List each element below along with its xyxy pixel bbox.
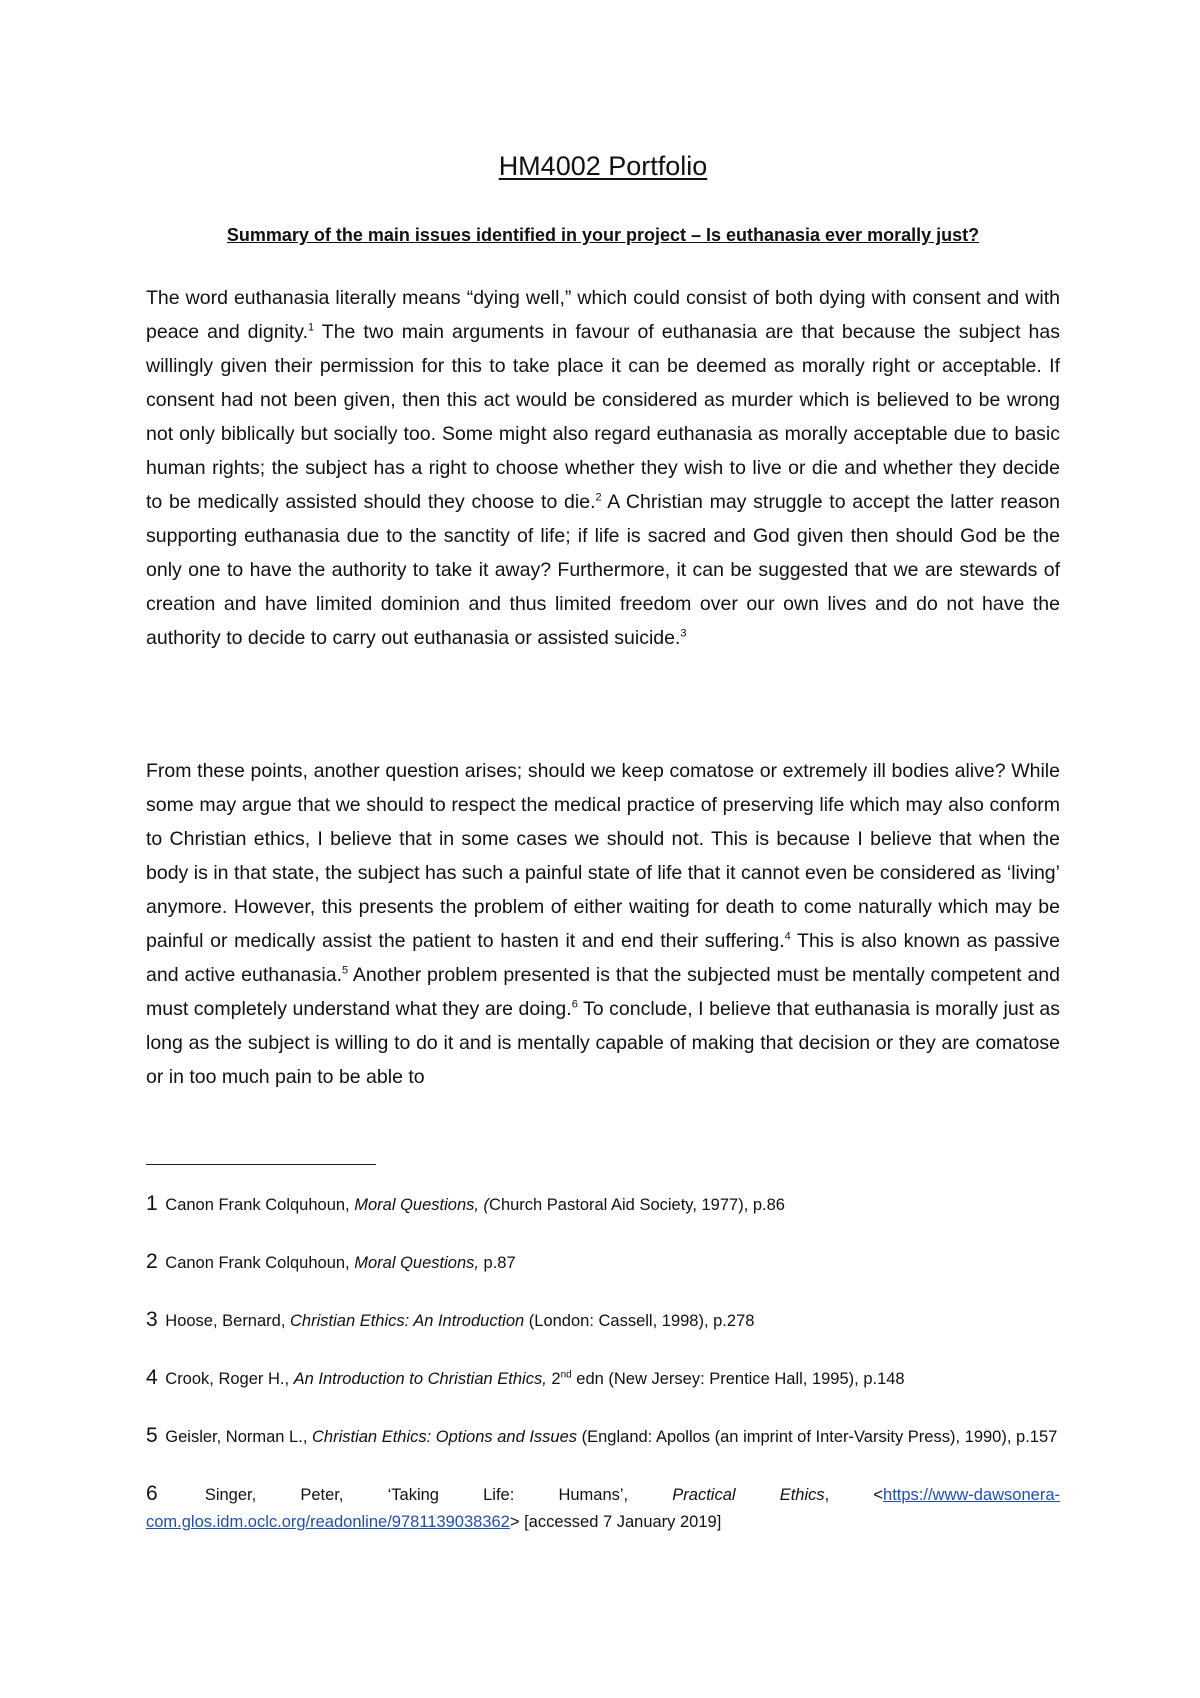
footnote-text: > [accessed 7 January 2019]: [509, 1513, 722, 1531]
paragraph-text: A Christian may struggle to accept the latter reason supporting euthanasia due to the sanctity of life; if life is sacred and God given then should God be the only one to have the authority to take it away? Furthermore, it can be suggested that we are stewards of creation and have limited dominion and thus limited freedom over our own lives and do not have the authority to decide to carry out euthanasia or assisted suicide.: [146, 491, 1060, 649]
footnote-text: Crook, Roger H.,: [160, 1370, 294, 1388]
footnote-title: Moral Questions, (: [354, 1196, 490, 1214]
footnote-text: Geisler, Norman L.,: [160, 1428, 312, 1446]
body-paragraph-1: [146, 281, 1060, 655]
footnote-text: (London: Cassell, 1998), p.278: [524, 1312, 755, 1330]
footnote-title: Moral Questions,: [354, 1254, 479, 1272]
footnote-number: 4: [146, 1366, 158, 1389]
paragraph-text: Another problem presented is that the subjected must be mentally competent and must completely understand what they are doing.: [146, 964, 1060, 1020]
footnote-number: 5: [146, 1424, 158, 1447]
footnote-text: Church Pastoral Aid Society, 1977), p.86: [489, 1196, 785, 1214]
footnote-title: An Introduction to Christian Ethics,: [293, 1370, 552, 1388]
footnote-separator: [146, 1164, 376, 1165]
footnote-text: edn (New Jersey: Prentice Hall, 1995), p.148: [571, 1370, 905, 1388]
footnote-text: , <: [824, 1486, 884, 1504]
footnote-ref-1[interactable]: 1: [308, 321, 315, 334]
footnote-number: 6: [146, 1482, 158, 1505]
footnote-5: [146, 1422, 1060, 1451]
body-paragraph-2: [146, 754, 1060, 1094]
footnote-text: Singer, Peter, ‘Taking Life: Humans’,: [160, 1486, 673, 1504]
footnote-number: 3: [146, 1308, 158, 1331]
footnote-title: Practical Ethics: [672, 1486, 825, 1504]
footnote-text: Canon Frank Colquhoun,: [160, 1196, 355, 1214]
footnote-4: [146, 1364, 1060, 1393]
paragraph-text: From these points, another question arises; should we keep comatose or extremely ill bodies alive? While some may argue that we should to respect the medical practice of preserving life which may also conform to Christian ethics, I believe that in some cases we should not. This is because I believe that when the body is in that state, the subject has such a painful state of life that it cannot even be considered as ‘living’ anymore. However, this presents the problem of either waiting for death to come naturally which may be painful or medically assist the patient to hasten it and end their suffering.: [146, 760, 1060, 952]
footnote-text: Canon Frank Colquhoun,: [160, 1254, 355, 1272]
footnote-text: p.87: [478, 1254, 516, 1272]
document-title: HM4002 Portfolio: [498, 151, 708, 181]
footnote-text: Hoose, Bernard,: [160, 1312, 291, 1330]
footnote-number: 2: [146, 1250, 158, 1273]
paragraph-text: The word euthanasia literally means “dying well,” which could consist of both dying with consent and with peace and dignity.: [146, 287, 1060, 343]
footnotes-list: [146, 1190, 1060, 1565]
footnote-title: Christian Ethics: Options and Issues: [312, 1428, 578, 1446]
footnote-title: Christian Ethics: An Introduction: [290, 1312, 525, 1330]
footnote-1: [146, 1190, 1060, 1219]
footnote-ref-6[interactable]: 6: [571, 998, 578, 1011]
paragraph-text: This is also known as passive and active euthanasia.: [146, 930, 1060, 986]
footnote-text: 2: [551, 1370, 561, 1388]
footnote-2: [146, 1248, 1060, 1277]
paragraph-text: The two main arguments in favour of euthanasia are that because the subject has willingly given their permission for this to take place it can be deemed as morally right or acceptable. If consent had not been given, then this act would be considered as murder which is believed to be wrong not only biblically but socially too. Some might also regard euthanasia as morally acceptable due to basic human rights; the subject has a right to choose whether they wish to live or die and whether they decide to be medically assisted should they choose to die.: [146, 321, 1060, 513]
footnote-text: (England: Apollos (an imprint of Inter-Varsity Press), 1990), p.157: [577, 1428, 1058, 1446]
footnote-number: 1: [146, 1192, 158, 1215]
ordinal-suffix: nd: [560, 1369, 572, 1381]
footnote-3: [146, 1306, 1060, 1335]
footnote-6: [146, 1480, 1060, 1536]
footnote-ref-3[interactable]: 3: [680, 627, 687, 640]
footnote-ref-5[interactable]: 5: [342, 964, 349, 977]
paragraph-text: To conclude, I believe that euthanasia is morally just as long as the subject is willing to do it and is mentally capable of making that decision or they are comatose or in too much pain to be able to: [146, 998, 1061, 1088]
footnote-link[interactable]: https://www-dawsonera-com.glos.idm.oclc.org/readonline/9781139038362: [146, 1486, 1060, 1531]
section-heading: Summary of the main issues identified in your project – Is euthanasia ever morally just?: [226, 225, 980, 245]
footnote-ref-4[interactable]: 4: [784, 930, 791, 943]
footnote-ref-2[interactable]: 2: [595, 491, 602, 504]
